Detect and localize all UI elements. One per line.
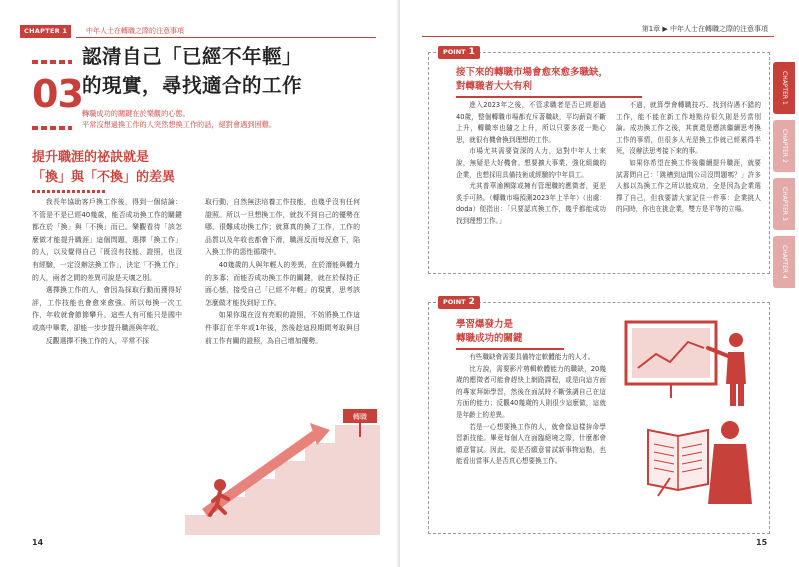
right-page <box>400 0 799 567</box>
point-1-column-2 <box>616 100 761 216</box>
side-tab-chapter-3[interactable]: CHAPTER 3 <box>773 178 795 230</box>
paragraph: 如果你現在沒有亮眼的證照，不妨將換工作這件事訂在半年或1年後，然後趁這段期間考取與目前工作有關的證照，為自己增加優勢。 <box>205 311 360 345</box>
section-heading-line-2-tail: 的差異 <box>136 170 176 185</box>
stairs-sign-label: 轉職 <box>353 413 367 421</box>
subtitle <box>82 108 276 130</box>
point-2-heading <box>456 318 523 346</box>
paragraph: 選擇換工作的人，會因為採取行動而獲得好評，工作技能也會愈來愈強。所以每換一次工作，年收就會節節攀升。這些人有可能只是國中或高中畢業，卻能一步步提升職涯與年收。 <box>32 286 182 332</box>
paragraph: 尤其普華逾團隊或擁有管理職的應徵者，更是炙手可熱。（轉職市場預測2023年上半年）（出處：doda）便指出：「只要認真換工作，幾乎都能成功找到理想工作。」 <box>456 182 606 225</box>
section-heading-emphasis: 「換」與「不換」 <box>32 170 137 185</box>
page-number-right: 15 <box>756 538 768 547</box>
paragraph: 有些職缺會需要具備特定軟體能力的人才。 <box>469 353 595 361</box>
page-title <box>82 42 302 100</box>
point-2-underline <box>456 348 564 350</box>
chapter-tag: CHAPTER 1 <box>20 25 71 38</box>
title-line-1: 認清自己「已經不年輕」 <box>82 45 303 68</box>
point-2-column <box>456 352 606 468</box>
body-column-2 <box>205 196 360 347</box>
chapter-side-tabs <box>773 62 795 294</box>
subtitle-line-1: 轉職成功的關鍵在於樂觀的心態。 <box>82 109 190 118</box>
point-2-number: 2 <box>468 297 475 307</box>
point-1-underline <box>456 96 642 98</box>
paragraph: 40幾歲的人與年輕人的差異，在於潛能與體力的多寡；而能否成功換工作的關鍵，就在於保持正面心態，接受自己「已經不年輕」的現實，思考該怎麼做才能找到好工作。 <box>205 260 360 307</box>
section-heading <box>32 148 175 188</box>
point-1-heading-line-1: 接下來的轉職市場會愈來愈多職缺， <box>456 67 609 78</box>
paragraph: 市場尤其需要資深的人力，這對中年人士來說，無疑是大好機會。想要擴大事業、強化組織的企業，也想採用具備技術或經驗的中年員工。 <box>456 147 606 179</box>
page-number-left: 14 <box>32 538 44 547</box>
paragraph: 比方說，需要影片剪輯軟體能力的職缺，20幾歲的應徵者可能會趕快上網路課程，或是向這方面的專家拜師學習，然後在面試時不斷強調自己在這方面的能力；反觀40幾歲的人則很少這麼做，這就是年齡上的差異。 <box>456 364 606 419</box>
point-1-number: 1 <box>468 47 475 57</box>
paragraph: 如果你希望在換工作後繼續提升職涯，就要試著問自己：「跳槽到這間公司沒問題嗎？」許多人都以為換工作之所以能成功，全是因為企業選擇了自己，但我要請大家記住一件事：企業挑人的同時，你也在挑企業，雙方是平等的立場。 <box>616 158 761 214</box>
point-2-heading-line-2: 轉職成功的關鍵 <box>456 333 523 344</box>
study-illustration <box>618 318 758 508</box>
section-number: 03 <box>32 72 83 116</box>
paragraph: 若是一心想要換工作的人，就會像這樣拚命學習新技能。畢竟每個人在面臨絕境之際，什麼都會願意嘗試。因此，從是否願意嘗試新事物這點，也能看出當事人是否真心想要換工作。 <box>456 422 606 466</box>
dash-decoration-bottom <box>32 126 72 130</box>
title-line-2: 的現實，尋找適合的工作 <box>82 74 303 97</box>
side-tab-chapter-4[interactable]: CHAPTER 4 <box>773 236 795 288</box>
side-tab-chapter-2[interactable]: CHAPTER 2 <box>773 120 795 172</box>
point-2-heading-line-1: 學習爆發力是 <box>456 319 514 330</box>
paragraph: 進入2023年之後，不管求職者是否已經超過40歲，整個轉職市場都充斥著職缺，平均薪資不斷上升，轉職率也隨之上升，所以只要多花一點心思，就很有機會換到理想的工作。 <box>456 101 606 144</box>
point-1-tag <box>438 46 480 59</box>
chapter-title-left: 中年人士在轉職之際的注意事項 <box>76 25 376 38</box>
subtitle-line-2: 平常沒想過換工作的人突然想換工作的話，絕對會遇到困難。 <box>82 120 277 129</box>
point-2-tag <box>438 296 480 309</box>
body-column-1 <box>32 196 182 347</box>
point-1-label: POINT <box>443 48 466 56</box>
dash-decoration-top <box>32 60 72 64</box>
paragraph: 不過，就算學會轉職技巧、找到待遇不錯的工作，能不能在新工作地點待很久則是另當別論。成功換工作之後，其實還是應該繼續思考換工作的事情，但很多人光是換工作就已經累得半死，沒辦法思考接下來的事。 <box>616 101 761 156</box>
point-2-label: POINT <box>443 298 466 306</box>
point-1-column-1 <box>456 100 606 228</box>
point-1-heading <box>456 66 608 94</box>
point-1-heading-line-2: 對轉職者大大有利 <box>456 81 533 92</box>
paragraph: 反觀選擇不換工作的人，平常不採 <box>45 336 150 345</box>
side-tab-chapter-1[interactable]: CHAPTER 1 <box>773 62 795 114</box>
chapter-title-right: 第1章 ▶ 中年人士在轉職之際的注意事項 <box>422 22 774 37</box>
section-heading-underline <box>32 190 106 193</box>
section-heading-line-1: 提升職涯的祕訣就是 <box>32 150 150 165</box>
paragraph: 取行動，自然無法培養工作技能，也幾乎沒有任何證照。所以一旦想換工作，就找不到自己的優勢在哪，很難成功換工作；就算真的換了工作，工作的品質以及年收也都會下滑，職涯反而每況愈下，陷入換工作的惡性循環中。 <box>205 198 360 257</box>
paragraph: 我長年協助客戶換工作後，得到一個結論：不管是不是已經40幾歲，能否成功換工作的關鍵都在於「換」與「不換」而已。樂觀看待「該怎麼做才能提升職涯」這個問題，選擇「換工作」的人，以及覺得自己「既沒有技能、證照，也沒有經驗，一定沒辦法換工作」，決定「不換工作」的人，兩者之間的差異可說是天壤之別。 <box>32 198 182 282</box>
staircase-illustration <box>165 405 380 535</box>
